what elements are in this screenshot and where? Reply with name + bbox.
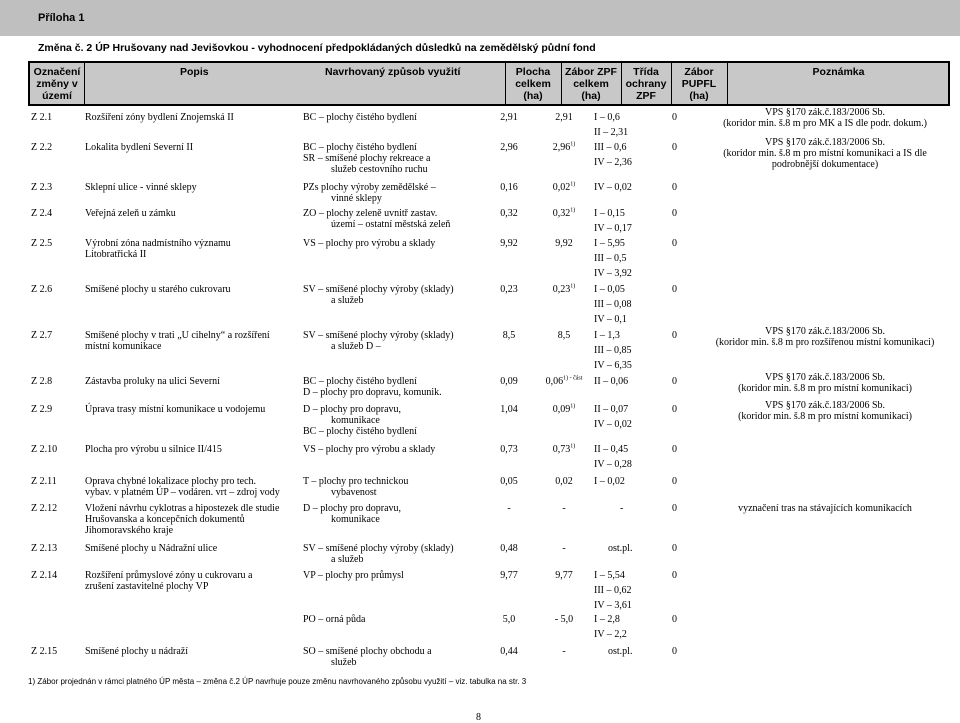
row-plocha: 0,09	[500, 376, 518, 387]
row-plocha: 0,16	[500, 182, 518, 193]
row-trida: ost.pl.	[608, 646, 633, 657]
row-plocha: 2,96	[500, 142, 518, 153]
row-code: Z 2.2	[31, 142, 53, 153]
row-desc: Výrobní zóna nadmístního významu Litobratřická II	[85, 238, 231, 260]
row-zabor: -	[562, 646, 566, 657]
row-trida: I – 0,02	[594, 476, 625, 487]
row-zabor: 0,09$^{1)}$	[552, 403, 576, 415]
document-title: Změna č. 2 ÚP Hrušovany nad Jevišovkou - vyhodnocení předpokládaných důsledků na zemědělský půdní fond	[38, 42, 596, 54]
row-plocha: 0,48	[500, 543, 518, 554]
row-plocha: 2,91	[500, 112, 518, 123]
row-trida: ost.pl.	[608, 543, 633, 554]
row-trida: II – 0,07 IV – 0,02	[594, 404, 632, 430]
row-zabor: -	[562, 503, 566, 514]
row-pupfl: 0	[672, 444, 677, 455]
row-desc: Zástavba proluky na ulici Severní	[85, 376, 220, 387]
row-trida: I – 0,6 II – 2,31	[594, 112, 629, 138]
row-code: Z 2.4	[31, 208, 53, 219]
row-pupfl: 0	[672, 238, 677, 249]
row-desc: Plocha pro výrobu u silnice II/415	[85, 444, 222, 455]
col-header-desc: Popis	[180, 66, 209, 78]
row-desc: Lokalita bydlení Severní II	[85, 142, 194, 153]
row-note: VPS §170 zák.č.183/2006 Sb. (koridor min. š.8 m pro místní komunikaci)	[738, 400, 912, 422]
row-use: D – plochy pro dopravu, komunikace BC – plochy čistého bydlení	[303, 404, 417, 437]
row-trida: III – 0,6 IV – 2,36	[594, 142, 632, 168]
row-code: Z 2.15	[31, 646, 58, 657]
row-zabor: 0,23$^{1)}$	[552, 283, 576, 295]
row-trida: I – 0,15 IV – 0,17	[594, 208, 632, 234]
row-zabor: 2,96$^{1)}$	[552, 141, 576, 153]
header-band	[0, 0, 960, 36]
row-trida: I – 0,05 III – 0,08 IV – 0,1	[594, 284, 632, 325]
row-code: Z 2.13	[31, 543, 58, 554]
row-zabor: 9,92	[555, 238, 573, 249]
row-pupfl: 0	[672, 284, 677, 295]
row-zabor: 0,73$^{1)}$	[552, 443, 576, 455]
row-zabor: 2,91	[555, 112, 573, 123]
row-code: Z 2.6	[31, 284, 53, 295]
row-zabor: 9,77	[555, 570, 573, 581]
row-use: T – plochy pro technickou vybavenost	[303, 476, 409, 498]
footnote: 1) Zábor projednán v rámci platného ÚP města – změna č.2 ÚP navrhuje pouze změnu navrhovaného způsobu využití – viz. tabulka na str. 3	[28, 677, 527, 686]
row-code: Z 2.14	[31, 570, 58, 581]
row-trida: I – 5,54 III – 0,62 IV – 3,61	[594, 570, 632, 611]
col-header-use: Navrhovaný způsob využití	[325, 66, 461, 78]
row-zabor: 0,02	[555, 476, 573, 487]
row-desc: Smíšené plochy u starého cukrovaru	[85, 284, 231, 295]
row-plocha: 0,44	[500, 646, 518, 657]
row-use: PZs plochy výroby zemědělské – vinné sklepy	[303, 182, 436, 204]
col-header-zabor: Zábor ZPF celkem (ha)	[565, 66, 617, 102]
row-use: SV – smíšené plochy výroby (sklady) a služeb	[303, 284, 454, 306]
row-pupfl: 0	[672, 182, 677, 193]
row-code: Z 2.11	[31, 476, 57, 487]
table-header	[28, 61, 950, 106]
row-zabor: $0,06^{1) - část}$	[545, 375, 583, 387]
row-pupfl: 0	[672, 208, 677, 219]
col-header-plocha: Plocha celkem (ha)	[515, 66, 551, 102]
row-plocha: 0,05	[500, 476, 518, 487]
row-note: VPS §170 zák.č.183/2006 Sb. (koridor min. š.8 m pro místní komunikaci a IS dle podrobnější dokumentace)	[723, 137, 927, 170]
row-code: Z 2.8	[31, 376, 53, 387]
row-use-secondary: PO – orná půda	[303, 614, 366, 625]
row-use: SV – smíšené plochy výroby (sklady) a služeb	[303, 543, 454, 565]
row-note: VPS §170 zák.č.183/2006 Sb. (koridor min. š.8 m pro MK a IS dle podr. dokum.)	[723, 107, 927, 129]
row-plocha: 8,5	[502, 330, 516, 341]
row-use: SV – smíšené plochy výroby (sklady) a služeb D –	[303, 330, 454, 352]
row-pupfl: 0	[672, 503, 677, 514]
row-plocha: 9,77	[500, 570, 518, 581]
row-desc: Vložení návrhu cyklotras a hipostezek dle studie Hrušovanska a koncepčních dokumentů Jihomoravského kraje	[85, 503, 280, 536]
row-zabor: 8,5	[557, 330, 571, 341]
row-use: VS – plochy pro výrobu a sklady	[303, 238, 436, 249]
row-desc: Oprava chybné lokalizace plochy pro tech. vybav. v platném ÚP – vodáren. vrt – zdroj vody	[85, 476, 280, 498]
row-desc: Rozšíření průmyslové zóny u cukrovaru a zrušení zastavitelné plochy VP	[85, 570, 253, 592]
row-desc: Smíšené plochy v trati „U cihelny“ a rozšíření místní komunikace	[85, 330, 270, 352]
row-plocha: 0,73	[500, 444, 518, 455]
row-trida: II – 0,45 IV – 0,28	[594, 444, 632, 470]
row-pupfl: 0	[672, 112, 677, 123]
row-use: D – plochy pro dopravu, komunikace	[303, 503, 402, 525]
row-use: BC – plochy čistého bydlení SR – smíšené plochy rekreace a služeb cestovního ruchu	[303, 142, 431, 175]
row-pupfl: 0	[672, 646, 677, 657]
row-pupfl: 0	[672, 376, 677, 387]
row-plocha-secondary: 5,0	[502, 614, 516, 625]
row-code: Z 2.10	[31, 444, 58, 455]
row-trida: I – 5,95 III – 0,5 IV – 3,92	[594, 238, 632, 279]
col-header-pupfl: Zábor PUPFL (ha)	[681, 66, 717, 102]
row-note: VPS §170 zák.č.183/2006 Sb. (koridor min. š.8 m pro rozšířenou místní komunikaci)	[715, 326, 935, 348]
row-desc: Úprava trasy místní komunikace u vodojemu	[85, 404, 266, 415]
row-desc: Smíšené plochy u nádraží	[85, 646, 189, 657]
row-pupfl: 0	[672, 330, 677, 341]
page-number: 8	[476, 712, 481, 723]
row-plocha: 0,32	[500, 208, 518, 219]
row-note: VPS §170 zák.č.183/2006 Sb. (koridor min. š.8 m pro místní komunikaci)	[738, 372, 912, 394]
row-pupfl: 0	[672, 570, 677, 581]
row-use: VP – plochy pro průmysl	[303, 570, 404, 581]
row-code: Z 2.3	[31, 182, 53, 193]
row-desc: Veřejná zeleň u zámku	[85, 208, 176, 219]
row-code: Z 2.12	[31, 503, 58, 514]
row-code: Z 2.9	[31, 404, 53, 415]
col-header-note: Poznámka	[812, 66, 865, 78]
row-desc: Smíšené plochy u Nádražní ulice	[85, 543, 218, 554]
row-trida-secondary: I – 2,8 IV – 2,2	[594, 614, 627, 640]
row-code: Z 2.7	[31, 330, 53, 341]
col-header-code: Označení změny v území	[33, 66, 81, 102]
row-desc: Sklepní ulice - vinné sklepy	[85, 182, 197, 193]
row-use: BC – plochy čistého bydlení D – plochy pro dopravu, komunik.	[303, 376, 442, 398]
row-pupfl: 0	[672, 543, 677, 554]
row-use: ZO – plochy zeleně uvnitř zastav. území – ostatní městská zeleň	[303, 208, 451, 230]
row-trida: II – 0,06	[594, 376, 629, 387]
row-use: VS – plochy pro výrobu a sklady	[303, 444, 436, 455]
col-header-trida: Třída ochrany ZPF	[625, 66, 667, 102]
row-pupfl: 0	[672, 476, 677, 487]
row-zabor: 0,32$^{1)}$	[552, 207, 576, 219]
row-trida: IV – 0,02	[594, 182, 632, 193]
row-trida: I – 1,3 III – 0,85 IV – 6,35	[594, 330, 632, 371]
row-plocha: 0,23	[500, 284, 518, 295]
row-desc: Rozšíření zóny bydlení Znojemská II	[85, 112, 234, 123]
row-use: BC – plochy čistého bydlení	[303, 112, 417, 123]
row-zabor-secondary: - 5,0	[554, 614, 574, 625]
attachment-label: Příloha 1	[38, 12, 85, 24]
row-code: Z 2.1	[31, 112, 53, 123]
row-pupfl-secondary: 0	[672, 614, 677, 625]
row-note: vyznačení tras na stávajících komunikacích	[738, 503, 912, 514]
row-plocha: -	[507, 503, 511, 514]
row-pupfl: 0	[672, 142, 677, 153]
row-zabor: -	[562, 543, 566, 554]
row-zabor: 0,02$^{1)}$	[552, 181, 576, 193]
row-pupfl: 0	[672, 404, 677, 415]
row-plocha: 1,04	[500, 404, 518, 415]
row-plocha: 9,92	[500, 238, 518, 249]
row-use: SO – smíšené plochy obchodu a služeb	[303, 646, 432, 668]
row-code: Z 2.5	[31, 238, 53, 249]
row-trida: -	[620, 503, 624, 514]
